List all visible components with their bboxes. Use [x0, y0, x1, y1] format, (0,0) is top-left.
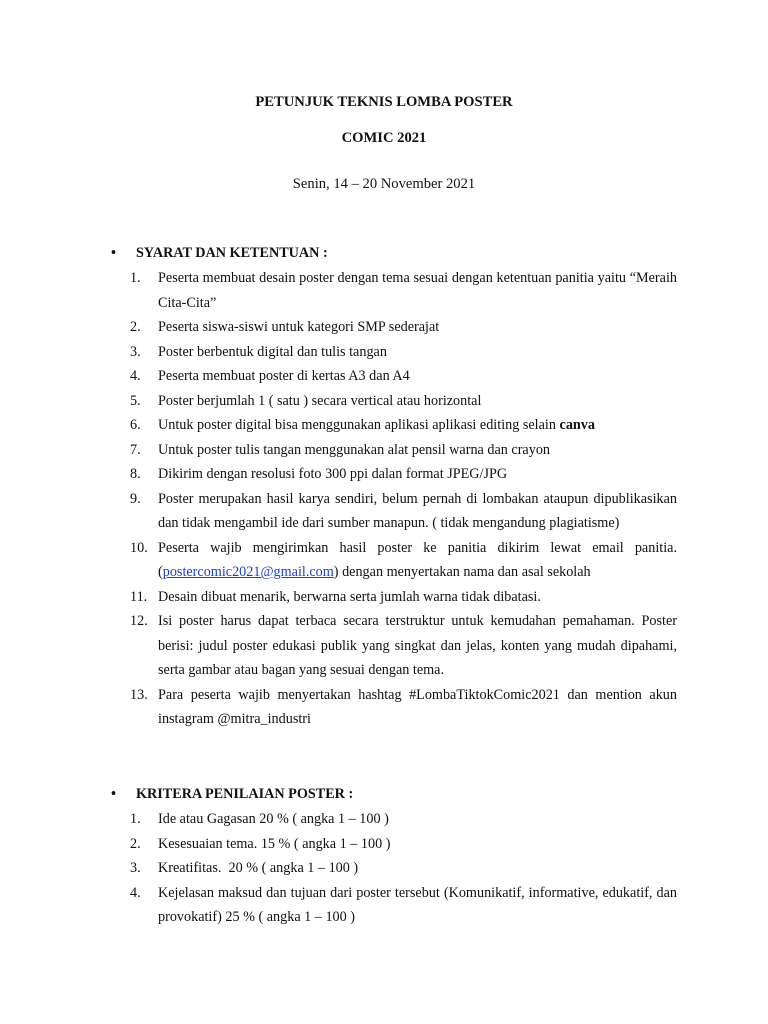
item-text: Peserta wajib mengirimkan hasil poster ke panitia dikirim lewat email panitia. (: [158, 539, 677, 580]
item-text: Kreatifitas. 20 % ( angka 1 – 100 ): [158, 860, 359, 876]
item-text: ) dengan menyertakan nama dan asal sekolah: [333, 564, 591, 580]
bullet-icon: •: [111, 245, 116, 261]
criteria-list: [130, 807, 677, 930]
item-text: Dikirim dengan resolusi foto 300 ppi dalan format JPEG/JPG: [158, 466, 508, 482]
item-text: Poster merupakan hasil karya sendiri, belum pernah di lombakan ataupun dipublikasikan dan tidak mengambil ide dari sumber manapun. ( tidak mengandung plagiatisme): [158, 490, 677, 531]
item-number: 1.: [130, 811, 141, 827]
item-text: Untuk poster tulis tangan menggunakan alat pensil warna dan crayon: [158, 441, 551, 458]
item-text: Kesesuaian tema. 15 % ( angka 1 – 100 ): [158, 835, 391, 852]
list-item: [130, 856, 677, 881]
item-text: Untuk poster digital bisa menggunakan aplikasi aplikasi editing selain: [158, 417, 560, 433]
item-number: 13.: [130, 686, 148, 703]
item-number: 2.: [130, 835, 141, 852]
list-item: [130, 266, 677, 315]
list-item: [130, 683, 677, 732]
item-text: Kejelasan maksud dan tujuan dari poster tersebut (Komunikatif, informative, edukatif, dan provokatif) 25 % ( angka 1 – 100 ): [158, 884, 677, 925]
list-item: [130, 340, 677, 365]
item-text: Isi poster harus dapat terbaca secara terstruktur untuk kemudahan pemahaman. Poster berisi: judul poster edukasi publik yang singkat dan jelas, konten yang mudah dipahami, serta gambar atau bagan yang sesuai dengan tema.: [158, 613, 677, 678]
document-subtitle: COMIC 2021: [341, 130, 427, 146]
item-number: 4.: [130, 368, 141, 384]
item-text: Poster berjumlah 1 ( satu ) secara vertical atau horizontal: [158, 392, 482, 409]
item-text: Desain dibuat menarik, berwarna serta jumlah warna tidak dibatasi.: [158, 588, 541, 605]
item-number: 1.: [130, 270, 141, 286]
list-item: [130, 536, 677, 585]
list-item: [130, 413, 677, 438]
section-heading-text: SYARAT DAN KETENTUAN :: [136, 245, 328, 261]
email-link[interactable]: postercomic2021@gmail.com: [162, 564, 334, 580]
list-item: [130, 462, 677, 487]
list-item: [130, 832, 677, 857]
bullet-icon: •: [111, 786, 116, 802]
list-item: [130, 315, 677, 340]
item-number: 7.: [130, 441, 141, 458]
list-item: [130, 389, 677, 414]
document-title: PETUNJUK TEKNIS LOMBA POSTER: [255, 94, 513, 110]
list-item: [130, 364, 677, 389]
item-number: 3.: [130, 860, 141, 876]
section-heading-text: KRITERA PENILAIAN POSTER :: [136, 786, 354, 802]
list-item: [130, 487, 677, 536]
list-item: [130, 609, 677, 683]
item-text: Poster berbentuk digital dan tulis tangan: [158, 343, 387, 360]
item-number: 12.: [130, 613, 148, 629]
list-item: [130, 881, 677, 930]
section-heading-syarat: [111, 245, 328, 262]
item-number: 8.: [130, 466, 141, 482]
item-number: 6.: [130, 417, 141, 433]
list-item: [130, 807, 677, 832]
item-text: Para peserta wajib menyertakan hashtag #LombaTiktokComic2021 dan mention akun instagram @mitra_industri: [158, 686, 677, 727]
item-number: 10.: [130, 539, 148, 556]
item-text: Ide atau Gagasan 20 % ( angka 1 – 100 ): [158, 811, 389, 827]
event-date: Senin, 14 – 20 November 2021: [292, 176, 476, 192]
item-text: Peserta membuat desain poster dengan tema sesuai dengan ketentuan panitia yaitu “Meraih Cita-Cita”: [158, 270, 677, 311]
item-number: 9.: [130, 490, 141, 507]
item-text: Peserta membuat poster di kertas A3 dan A4: [158, 368, 410, 384]
list-item: [130, 585, 677, 610]
item-number: 3.: [130, 343, 141, 360]
requirements-list: [130, 266, 677, 732]
item-text-bold: canva: [559, 417, 595, 433]
item-number: 11.: [130, 588, 148, 605]
item-number: 4.: [130, 884, 141, 901]
item-number: 2.: [130, 319, 141, 335]
section-heading-kriteria: [111, 786, 353, 803]
item-number: 5.: [130, 392, 141, 409]
list-item: [130, 438, 677, 463]
item-text: Peserta siswa-siswi untuk kategori SMP sederajat: [158, 319, 440, 335]
